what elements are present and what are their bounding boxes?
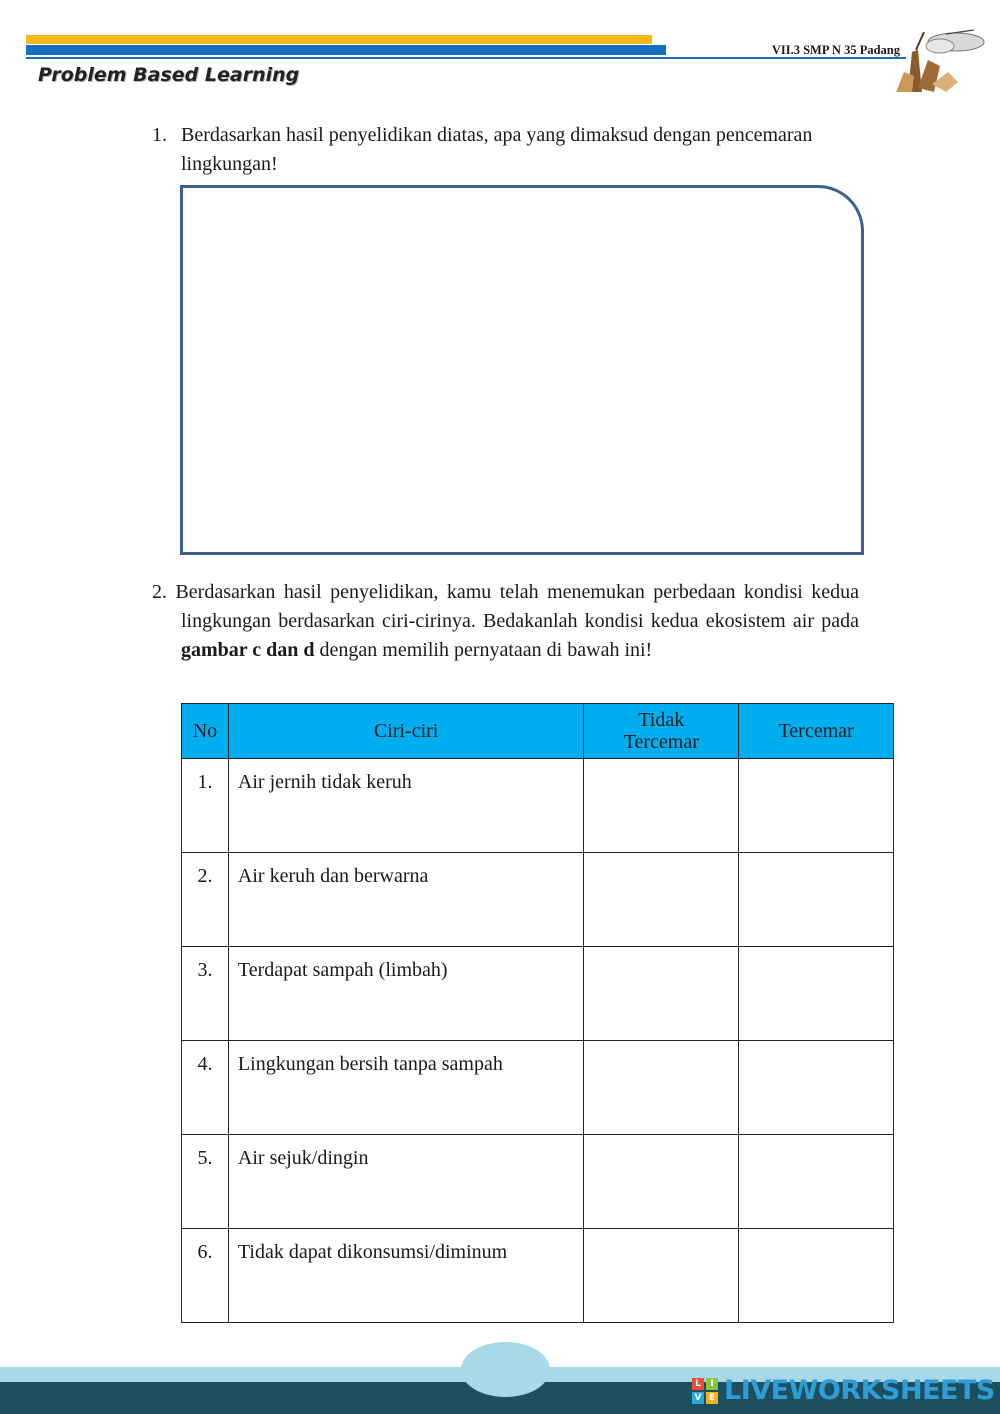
question-2-text-before: Berdasarkan hasil penyelidikan, kamu telah menemukan perbedaan kondisi kedua lingkungan berdasarkan ciri-cirinya. Bedakanlah kondisi kedua ekosistem air pada: [175, 581, 860, 632]
question-2-text-after: dengan memilih pernyataan di bawah ini!: [319, 639, 653, 661]
header-no: No: [182, 704, 229, 759]
header-blue-bar: [26, 45, 666, 55]
footer-page-oval: [461, 1342, 550, 1397]
row-description: Air keruh dan berwarna: [228, 853, 583, 947]
liveworksheets-squares-icon: [692, 1378, 718, 1404]
logo-square-v: V: [692, 1392, 704, 1404]
table-header-row: [182, 704, 894, 759]
tidak-tercemar-cell[interactable]: [584, 1135, 739, 1229]
row-description: Tidak dapat dikonsumsi/diminum: [228, 1229, 583, 1323]
header-tidak-tercemar: Tidak Tercemar: [584, 704, 739, 759]
question-2-text-bold: gambar c dan d: [181, 639, 315, 661]
corner-illustration-icon: [888, 26, 988, 94]
logo-square-i: I: [706, 1378, 718, 1390]
table-row: [182, 1229, 894, 1323]
row-description: Lingkungan bersih tanpa sampah: [228, 1041, 583, 1135]
header-tercemar: Tercemar: [739, 704, 894, 759]
row-description: Air jernih tidak keruh: [228, 759, 583, 853]
question-2: [152, 578, 859, 665]
school-label: VII.3 SMP N 35 Padang: [771, 43, 900, 57]
logo-square-l: L: [692, 1378, 704, 1390]
table-row: [182, 947, 894, 1041]
header-yellow-bar: [26, 35, 652, 44]
question-1-number: 1.: [152, 124, 167, 146]
logo-square-e: E: [706, 1392, 718, 1404]
tidak-tercemar-cell[interactable]: [584, 1229, 739, 1323]
tercemar-cell[interactable]: [739, 853, 894, 947]
row-number: 5.: [182, 1135, 229, 1229]
row-number: 2.: [182, 853, 229, 947]
question-2-number: 2.: [152, 581, 167, 603]
tidak-tercemar-cell[interactable]: [584, 947, 739, 1041]
table-row: [182, 1041, 894, 1135]
tidak-tercemar-cell[interactable]: [584, 759, 739, 853]
liveworksheets-logo: [692, 1376, 995, 1406]
table-row: [182, 1135, 894, 1229]
row-number: 3.: [182, 947, 229, 1041]
header-ciri-ciri: Ciri-ciri: [228, 704, 583, 759]
question-1: [152, 121, 852, 179]
tercemar-cell[interactable]: [739, 947, 894, 1041]
row-description: Air sejuk/dingin: [228, 1135, 583, 1229]
row-number: 4.: [182, 1041, 229, 1135]
tidak-tercemar-cell[interactable]: [584, 853, 739, 947]
ciri-ciri-table: [181, 703, 894, 1323]
row-number: 6.: [182, 1229, 229, 1323]
answer-box-question-1[interactable]: [180, 185, 864, 555]
question-1-text: Berdasarkan hasil penyelidikan diatas, apa yang dimaksud dengan pencemaran lingkungan!: [181, 124, 813, 175]
row-number: 1.: [182, 759, 229, 853]
tidak-tercemar-cell[interactable]: [584, 1041, 739, 1135]
liveworksheets-brand: LIVEWORKSHEETS: [724, 1375, 995, 1406]
tercemar-cell[interactable]: [739, 1041, 894, 1135]
table-row: [182, 853, 894, 947]
row-description: Terdapat sampah (limbah): [228, 947, 583, 1041]
page-subtitle: Problem Based Learning: [38, 64, 300, 86]
table-row: [182, 759, 894, 853]
tercemar-cell[interactable]: [739, 1135, 894, 1229]
tercemar-cell[interactable]: [739, 1229, 894, 1323]
tercemar-cell[interactable]: [739, 759, 894, 853]
